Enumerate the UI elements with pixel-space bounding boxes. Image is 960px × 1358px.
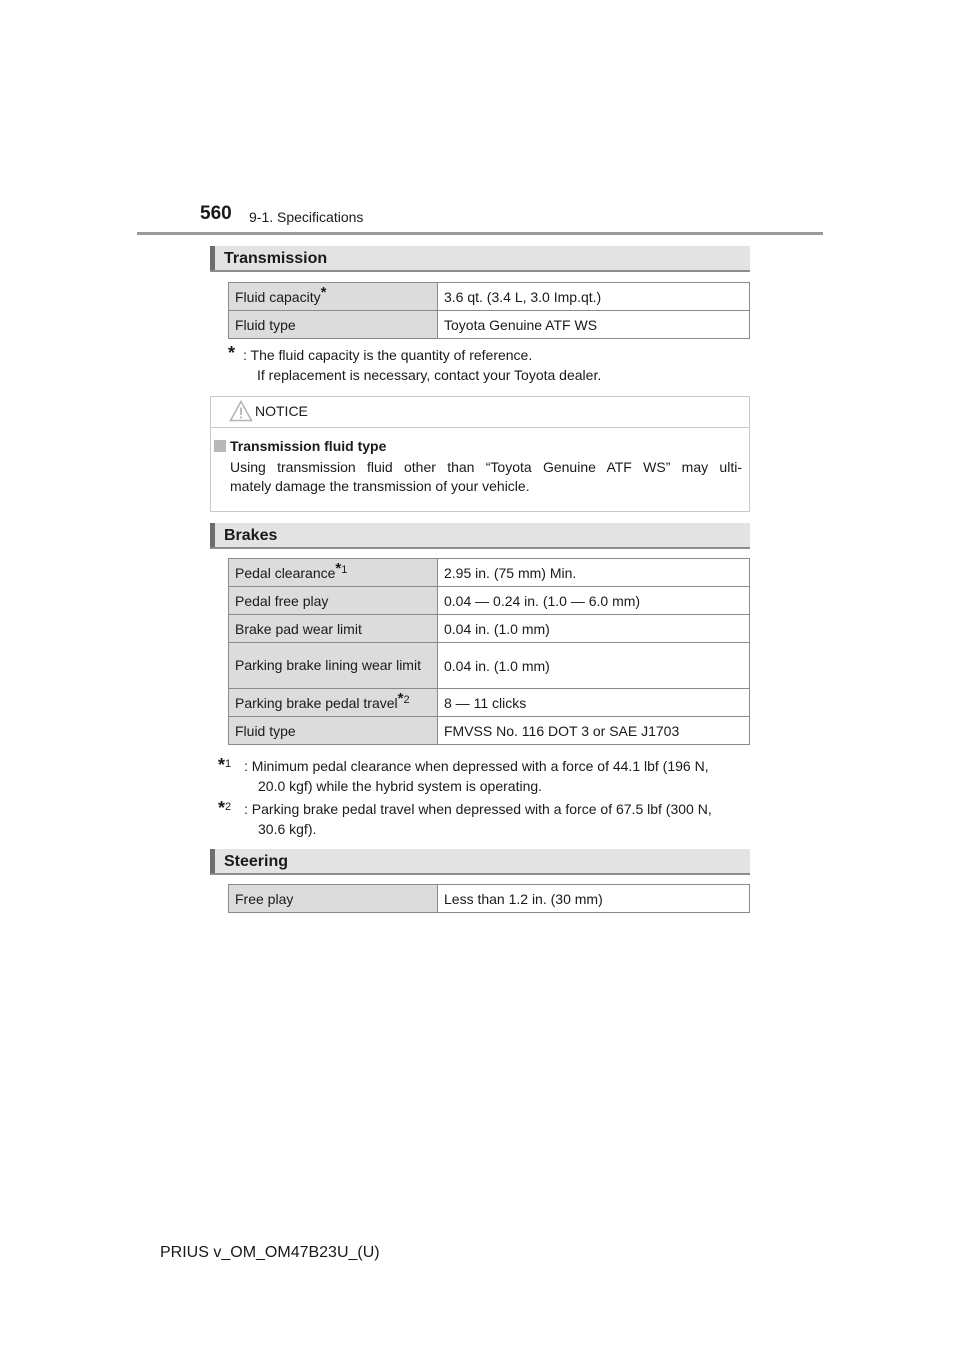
- spec-value: 2.95 in. (75 mm) Min.: [438, 559, 750, 587]
- spec-value: Toyota Genuine ATF WS: [438, 311, 750, 339]
- spec-value: FMVSS No. 116 DOT 3 or SAE J1703: [438, 717, 750, 745]
- table-row: [229, 643, 750, 689]
- brakes-spec-table: [228, 558, 750, 745]
- section-title: Steering: [224, 853, 289, 870]
- spec-label: Parking brake lining wear limit: [229, 643, 438, 689]
- spec-label: Fluid type: [229, 717, 438, 745]
- table-row: [229, 559, 750, 587]
- footnote-brakes-2: [218, 799, 758, 841]
- footnote-marker: *: [228, 343, 236, 363]
- section-heading-transmission: [210, 246, 750, 272]
- notice-title: NOTICE: [255, 403, 308, 419]
- notice-box: [210, 396, 750, 512]
- footnote-transmission: [228, 345, 768, 387]
- table-row: [229, 587, 750, 615]
- spec-value: 0.04 in. (1.0 mm): [438, 643, 750, 689]
- spec-label: Pedal free play: [229, 587, 438, 615]
- footnote-marker: *1: [335, 559, 348, 577]
- section-heading-steering: [210, 849, 750, 875]
- notice-subheading: Transmission fluid type: [230, 438, 387, 454]
- footnote-text: : Minimum pedal clearance when depressed with a force of 44.1 lbf (196 N, 20.0 kgf) while the hybrid system is operating.: [244, 758, 709, 794]
- table-row: [229, 717, 750, 745]
- table-row: [229, 885, 750, 913]
- square-bullet-icon: [214, 440, 226, 452]
- header-rule: [137, 232, 823, 235]
- table-row: [229, 283, 750, 311]
- section-label: 9-1. Specifications: [249, 209, 364, 225]
- footnote-brakes-1: [218, 756, 758, 798]
- section-heading-brakes: [210, 523, 750, 549]
- spec-value: Less than 1.2 in. (30 mm): [438, 885, 750, 913]
- table-row: [229, 311, 750, 339]
- section-title: Brakes: [224, 527, 278, 544]
- footnote-text: : Parking brake pedal travel when depressed with a force of 67.5 lbf (300 N, 30.6 kgf).: [244, 801, 712, 837]
- footnote-marker: *$^2$: [218, 798, 232, 818]
- footnote-marker: *$^1$: [218, 755, 232, 775]
- table-row: [229, 615, 750, 643]
- spec-value: 3.6 qt. (3.4 L, 3.0 Imp.qt.): [438, 283, 750, 311]
- spec-label: Brake pad wear limit: [229, 615, 438, 643]
- spec-value: 0.04 in. (1.0 mm): [438, 615, 750, 643]
- section-heading-marker: [210, 849, 215, 873]
- warning-triangle-icon: [229, 400, 253, 422]
- notice-text: Using transmission fluid other than “Toyota Genuine ATF WS” may ulti- mately damage the transmission of your vehicle.: [230, 459, 742, 494]
- table-row: [229, 689, 750, 717]
- spec-label: Parking brake pedal travel$^{*2}$: [229, 689, 438, 717]
- transmission-spec-table: [228, 282, 750, 339]
- spec-value: 8 — 11 clicks: [438, 689, 750, 717]
- footnote-text: : The fluid capacity is the quantity of reference. If replacement is necessary, contact your Toyota dealer.: [243, 347, 602, 383]
- footnote-marker: *2: [397, 689, 410, 707]
- footer-doc-code: PRIUS v_OM_OM47B23U_(U): [160, 1244, 380, 1261]
- spec-label: Fluid capacity*: [229, 283, 438, 311]
- spec-label: Free play: [229, 885, 438, 913]
- spec-value: 0.04 — 0.24 in. (1.0 — 6.0 mm): [438, 587, 750, 615]
- section-title: Transmission: [224, 250, 328, 267]
- section-heading-marker: [210, 523, 215, 547]
- page-number: 560: [200, 203, 232, 224]
- section-heading-marker: [210, 246, 215, 270]
- notice-header: [211, 397, 749, 428]
- steering-spec-table: [228, 884, 750, 913]
- spec-label: Fluid type: [229, 311, 438, 339]
- spec-label: Pedal clearance$^{*1}$: [229, 559, 438, 587]
- footnote-marker: *: [320, 283, 327, 301]
